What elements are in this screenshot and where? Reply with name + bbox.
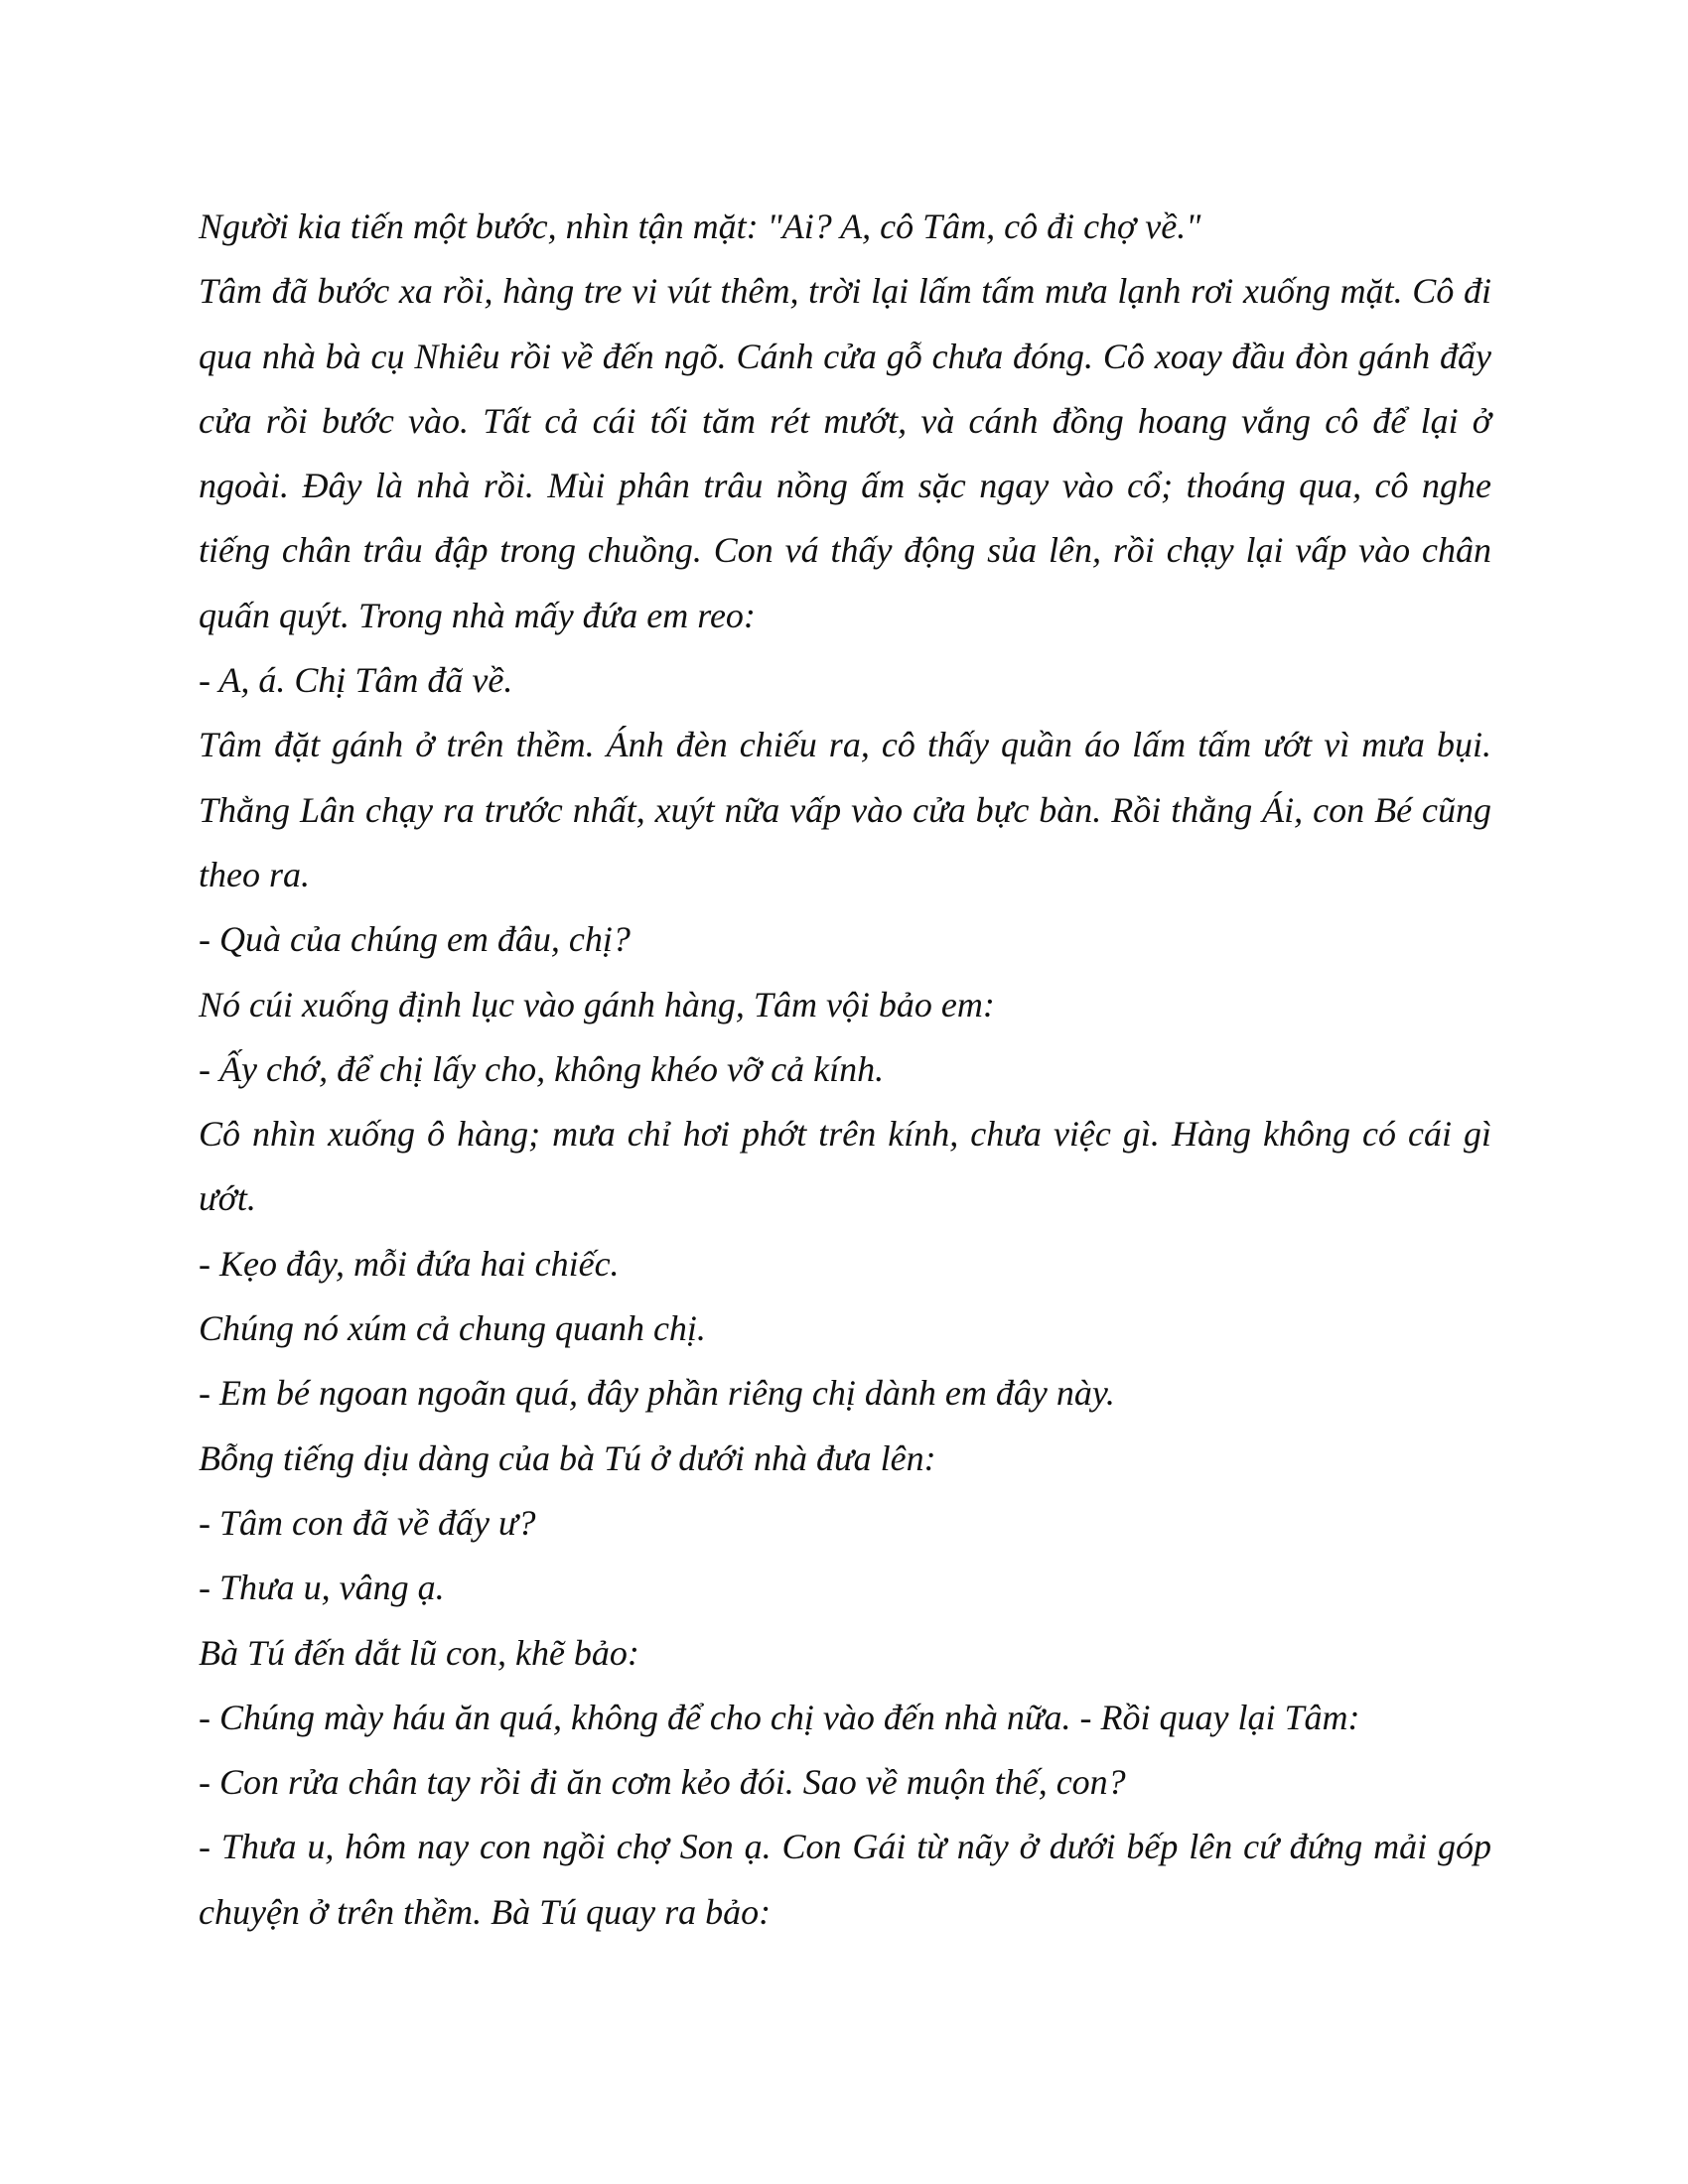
paragraph: - Thưa u, vâng ạ. xyxy=(199,1568,445,1608)
paragraph: - Tâm con đã về đấy ư? xyxy=(199,1502,536,1543)
paragraph: Chúng nó xúm cả chung quanh chị. xyxy=(199,1308,706,1349)
paragraph: - Kẹo đây, mỗi đứa hai chiếc. xyxy=(199,1243,620,1284)
paragraph: Tâm đặt gánh ở trên thềm. Ánh đèn chiếu ra, cô thấy quần áo lấm tấm ướt vì mưa bụi. Thằng Lân chạy ra trước nhất, xuýt nữa vấp vào cửa bực bàn. Rồi thằng Ái, con Bé cũng theo ra. xyxy=(199,725,1491,894)
body-text xyxy=(199,195,1491,1945)
paragraph: - Ấy chớ, để chị lấy cho, không khéo vỡ cả kính. xyxy=(199,1048,885,1089)
paragraph: - Em bé ngoan ngoãn quá, đây phần riêng chị dành em đây này. xyxy=(199,1373,1115,1414)
paragraph: - Thưa u, hôm nay con ngồi chợ Son ạ. Con Gái từ nãy ở dưới bếp lên cứ đứng mải góp chuyện ở trên thềm. Bà Tú quay ra bảo: xyxy=(199,1827,1491,1932)
paragraph: Bỗng tiếng dịu dàng của bà Tú ở dưới nhà đưa lên: xyxy=(199,1437,936,1478)
paragraph: - Quà của chúng em đâu, chị? xyxy=(199,919,631,960)
paragraph: Bà Tú đến dắt lũ con, khẽ bảo: xyxy=(199,1632,639,1673)
paragraph: Tâm đã bước xa rồi, hàng tre vi vút thêm, trời lại lấm tấm mưa lạnh rơi xuống mặt. Cô đi qua nhà bà cụ Nhiêu rồi về đến ngõ. Cánh cửa gỗ chưa đóng. Cô xoay đầu đòn gánh đẩy cửa rồi bước vào. Tất cả cái tối tăm rét mướt, và cánh đồng hoang vắng cô để lại ở ngoài. Đây là nhà rồi. Mùi phân trâu nồng ấm sặc ngay vào cổ; thoáng qua, cô nghe tiếng chân trâu đập trong chuồng. Con vá thấy động sủa lên, rồi chạy lại vấp vào chân quấn quýt. Trong nhà mấy đứa em reo: xyxy=(199,271,1491,635)
paragraph: Nó cúi xuống định lục vào gánh hàng, Tâm vội bảo em: xyxy=(199,984,995,1024)
paragraph: - Con rửa chân tay rồi đi ăn cơm kẻo đói. Sao về muộn thế, con? xyxy=(199,1762,1126,1803)
paragraph: Người kia tiến một bước, nhìn tận mặt: "Ai? A, cô Tâm, cô đi chợ về." xyxy=(199,206,1201,246)
paragraph: - A, á. Chị Tâm đã về. xyxy=(199,660,513,701)
paragraph: Cô nhìn xuống ô hàng; mưa chỉ hơi phớt trên kính, chưa việc gì. Hàng không có cái gì ướt. xyxy=(199,1114,1491,1219)
paragraph: - Chúng mày háu ăn quá, không để cho chị vào đến nhà nữa. - Rồi quay lại Tâm: xyxy=(199,1697,1360,1737)
